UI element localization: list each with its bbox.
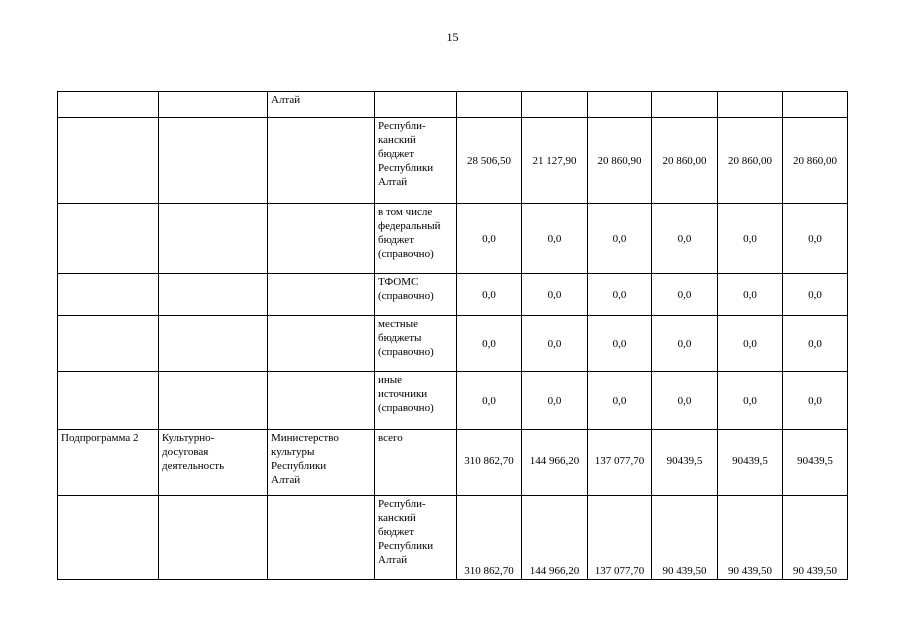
value-cell: 0,0 [783, 372, 848, 430]
table-row [58, 372, 848, 430]
value-cell [522, 92, 588, 118]
table-row [58, 92, 848, 118]
funding-source-cell: всего [375, 430, 457, 496]
value-cell: 0,0 [588, 372, 652, 430]
value-cell: 0,0 [457, 372, 522, 430]
value-cell: 0,0 [783, 316, 848, 372]
value-cell: 137 077,70 [588, 496, 652, 580]
value-cell: 28 506,50 [457, 118, 522, 204]
value-cell: 20 860,00 [652, 118, 718, 204]
value-cell: 90 439,50 [718, 496, 783, 580]
value-cell: 90439,5 [718, 430, 783, 496]
value-cell: 90 439,50 [652, 496, 718, 580]
funding-source-cell [375, 92, 457, 118]
value-cell: 144 966,20 [522, 430, 588, 496]
budget-table [57, 91, 848, 580]
title-cell [159, 372, 268, 430]
program-cell [58, 496, 159, 580]
value-cell: 0,0 [522, 274, 588, 316]
page-number: 15 [446, 30, 459, 44]
program-cell [58, 274, 159, 316]
funding-source-cell: иные источники (справочно) [375, 372, 457, 430]
program-cell [58, 316, 159, 372]
value-cell: 0,0 [783, 204, 848, 274]
funding-source-cell: местные бюджеты (справочно) [375, 316, 457, 372]
value-cell: 21 127,90 [522, 118, 588, 204]
value-cell: 310 862,70 [457, 430, 522, 496]
program-cell [58, 372, 159, 430]
value-cell: 0,0 [718, 274, 783, 316]
program-cell [58, 118, 159, 204]
value-cell: 0,0 [718, 204, 783, 274]
value-cell: 0,0 [588, 316, 652, 372]
funding-source-cell: Республи- канский бюджет Республики Алтай [375, 496, 457, 580]
executor-cell: Алтай [268, 92, 375, 118]
executor-cell [268, 372, 375, 430]
title-cell [159, 316, 268, 372]
program-cell [58, 204, 159, 274]
value-cell: 20 860,00 [783, 118, 848, 204]
value-cell: 0,0 [783, 274, 848, 316]
value-cell: 20 860,90 [588, 118, 652, 204]
executor-cell: Министерство культуры Республики Алтай [268, 430, 375, 496]
value-cell: 144 966,20 [522, 496, 588, 580]
value-cell: 0,0 [718, 316, 783, 372]
title-cell [159, 496, 268, 580]
value-cell: 137 077,70 [588, 430, 652, 496]
value-cell: 310 862,70 [457, 496, 522, 580]
title-cell [159, 274, 268, 316]
table-row [58, 274, 848, 316]
table-row [58, 316, 848, 372]
executor-cell [268, 118, 375, 204]
value-cell [718, 92, 783, 118]
value-cell: 0,0 [588, 274, 652, 316]
value-cell: 0,0 [652, 316, 718, 372]
executor-cell [268, 274, 375, 316]
value-cell: 0,0 [588, 204, 652, 274]
title-cell: Культурно- досуговая деятельность [159, 430, 268, 496]
table-row [58, 496, 848, 580]
value-cell [588, 92, 652, 118]
program-cell: Подпрограмма 2 [58, 430, 159, 496]
table-row [58, 430, 848, 496]
value-cell: 0,0 [522, 204, 588, 274]
program-cell [58, 92, 159, 118]
title-cell [159, 204, 268, 274]
value-cell: 0,0 [718, 372, 783, 430]
funding-source-cell: ТФОМС (справочно) [375, 274, 457, 316]
value-cell: 90 439,50 [783, 496, 848, 580]
executor-cell [268, 316, 375, 372]
value-cell: 0,0 [652, 204, 718, 274]
value-cell: 0,0 [457, 316, 522, 372]
value-cell: 20 860,00 [718, 118, 783, 204]
value-cell: 90439,5 [783, 430, 848, 496]
value-cell: 0,0 [457, 274, 522, 316]
value-cell: 90439,5 [652, 430, 718, 496]
executor-cell [268, 204, 375, 274]
funding-source-cell: в том числе федеральный бюджет (справочно) [375, 204, 457, 274]
title-cell [159, 92, 268, 118]
value-cell: 0,0 [652, 274, 718, 316]
value-cell [783, 92, 848, 118]
value-cell [457, 92, 522, 118]
value-cell: 0,0 [652, 372, 718, 430]
funding-source-cell: Республи- канский бюджет Республики Алтай [375, 118, 457, 204]
table-row [58, 204, 848, 274]
value-cell: 0,0 [522, 372, 588, 430]
value-cell: 0,0 [457, 204, 522, 274]
value-cell [652, 92, 718, 118]
executor-cell [268, 496, 375, 580]
title-cell [159, 118, 268, 204]
table-row [58, 118, 848, 204]
value-cell: 0,0 [522, 316, 588, 372]
